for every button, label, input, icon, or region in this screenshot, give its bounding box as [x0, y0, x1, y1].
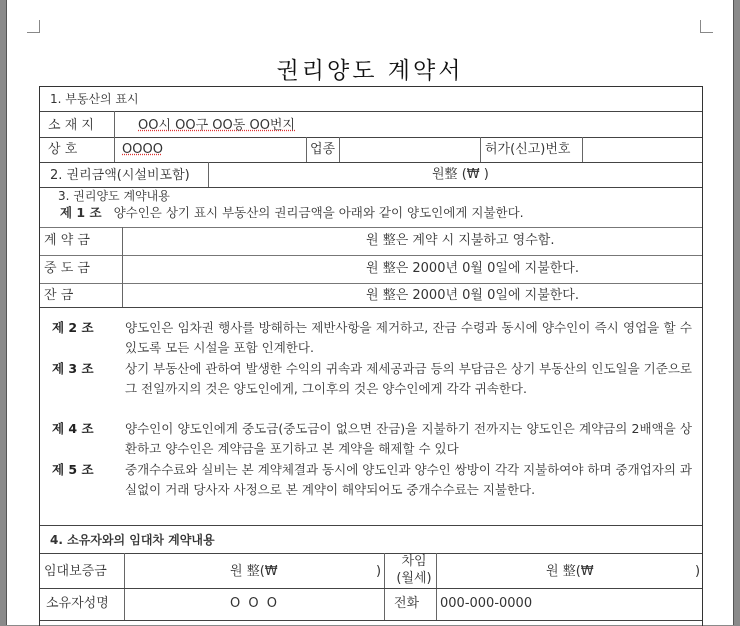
trade-name-value[interactable]: OOOO	[122, 142, 163, 157]
divider	[40, 255, 702, 256]
divider	[40, 227, 702, 228]
owner-name-label: 소유자성명	[46, 596, 109, 611]
business-type-label: 업종	[310, 142, 336, 157]
article4-text: 양수인이 양도인에게 중도금(중도금이 없으면 잔금)을 지불하기 전까지는 양도인은 계약금의 2배액을 상환하고 양수인은 계약금을 포기하고 본 계약을 해제할 수 있다	[125, 421, 692, 456]
divider	[122, 227, 123, 307]
divider	[40, 162, 702, 163]
divider	[114, 137, 115, 162]
article3-head: 제 3 조	[52, 361, 94, 376]
divider	[582, 137, 583, 162]
deposit-value[interactable]: 원 整(₩	[230, 564, 278, 579]
divider	[124, 553, 125, 621]
rent-close: )	[695, 564, 701, 579]
document-title: 권리양도 계약서	[276, 58, 464, 84]
divider	[40, 553, 702, 554]
permit-number-label: 허가(신고)번호	[485, 142, 571, 157]
divider	[40, 620, 702, 621]
article5	[52, 460, 692, 520]
payment-text-deposit: 원 整은 계약 시 지불하고 영수함.	[366, 233, 555, 248]
divider	[40, 588, 702, 589]
article4-head: 제 4 조	[52, 421, 94, 436]
article1-head: 제 1 조	[60, 205, 102, 220]
article2	[52, 318, 692, 358]
contract-form	[39, 86, 703, 626]
divider	[40, 307, 702, 308]
article5-text: 중개수수료와 실비는 본 계약체결과 동시에 양도인과 양수인 쌍방이 각각 지불하여야 하며 중개업자의 과실없이 거래 당사자 사정으로 본 계약이 해약되어도 중개수수료는 지불한다.	[125, 462, 692, 497]
crop-mark-top-right	[700, 20, 713, 33]
article2-head: 제 2 조	[52, 320, 94, 335]
section3-heading: 3. 권리양도 계약내용	[58, 189, 170, 203]
divider	[40, 283, 702, 284]
divider	[339, 137, 340, 162]
deposit-close: )	[376, 564, 382, 579]
section4-heading: 4. 소유자와의 임대차 계약내용	[50, 533, 215, 547]
location-value[interactable]: OO시 OO구 OO동 OO번지	[138, 118, 296, 133]
rights-amount-label: 2. 권리금액(시설비포함)	[50, 168, 190, 183]
divider	[40, 525, 702, 526]
divider	[384, 553, 385, 621]
rent-label-line1: 차임	[401, 554, 427, 569]
rent-value[interactable]: 원 整(₩	[546, 564, 594, 579]
article4	[52, 419, 692, 459]
article3-text: 상기 부동산에 관하여 발생한 수익의 귀속과 제세공과금 등의 부담금은 상기 부동산의 인도일을 기준으로 그 전일까지의 것은 양도인에게, 그이후의 것은 양수인에게 각각 귀속한다.	[125, 361, 692, 396]
crop-mark-top-left	[27, 20, 40, 33]
divider	[114, 111, 115, 137]
article1	[60, 204, 524, 222]
payment-text-balance: 원 整은 2000년 0월 0일에 지불한다.	[366, 288, 580, 303]
document-page	[6, 0, 734, 625]
article1-text: 양수인은 상기 표시 부동산의 권리금액을 아래와 같이 양도인에게 지불한다.	[113, 205, 524, 220]
payment-label-deposit: 계 약 금	[44, 233, 90, 248]
rights-amount-value[interactable]: 원整 (₩ )	[432, 167, 489, 182]
article5-head: 제 5 조	[52, 462, 94, 477]
rent-label-line2: (월세)	[396, 571, 432, 586]
divider	[40, 111, 702, 112]
phone-label: 전화	[394, 596, 420, 611]
divider	[436, 553, 437, 621]
divider	[306, 137, 307, 162]
owner-name-value[interactable]: O O O	[230, 596, 279, 611]
divider	[480, 137, 481, 162]
trade-name-label: 상 호	[48, 142, 78, 157]
divider	[208, 162, 209, 187]
article2-text: 양도인은 임차권 행사를 방해하는 제반사항을 제거하고, 잔금 수령과 동시에 양수인이 즉시 영업을 할 수 있도록 모든 시설을 포함 인계한다.	[125, 320, 692, 355]
article3	[52, 359, 692, 419]
location-label: 소 재 지	[48, 118, 94, 133]
deposit-label: 임대보증금	[44, 564, 107, 579]
phone-value[interactable]: 000-000-0000	[440, 596, 533, 611]
divider	[40, 137, 702, 138]
section1-heading: 1. 부동산의 표시	[50, 92, 139, 106]
rent-label	[392, 553, 436, 587]
payment-text-interim: 원 整은 2000년 0월 0일에 지불한다.	[366, 261, 580, 276]
payment-label-interim: 중 도 금	[44, 261, 90, 276]
payment-label-balance: 잔 금	[44, 288, 74, 303]
